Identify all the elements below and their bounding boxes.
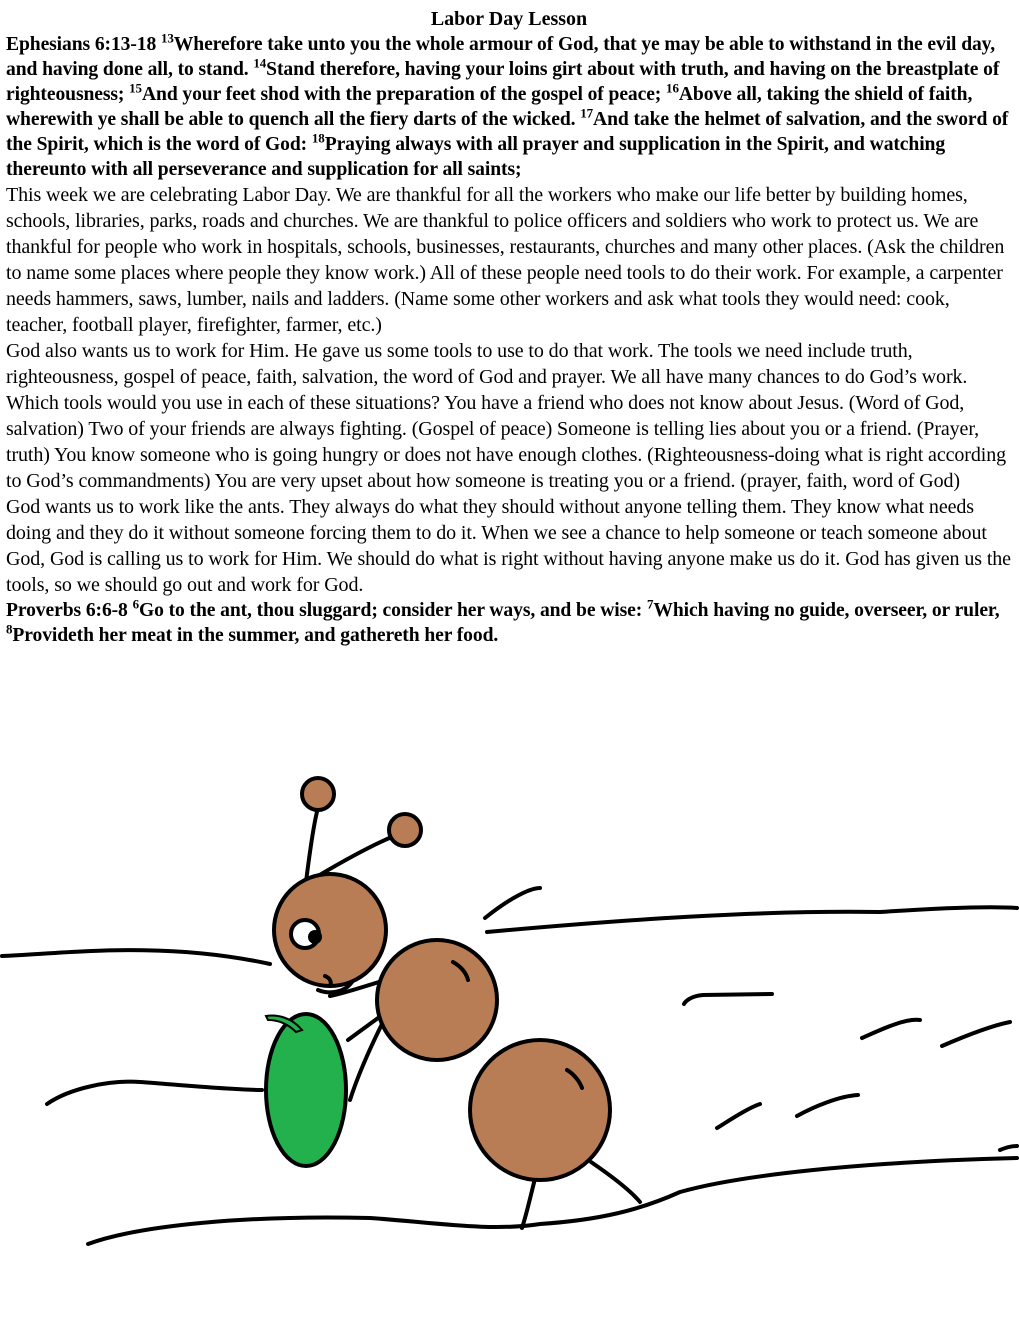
- verse-text: Which having no guide, overseer, or ruler,: [653, 600, 1000, 621]
- hill-outline: [487, 907, 1017, 932]
- verse-number: 8: [6, 621, 13, 637]
- paragraph-ants: God wants us to work like the ants. They always do what they should without anyone telling them. They know what needs doing and they do it without someone forcing them to do it. When we see a chance to help someone or teach someone about God, God is calling us to work for Him. We should do what is right without having anyone make us do it. God has given us the tools, so we should go out and work for God.: [6, 496, 1011, 596]
- hatch-mark: [684, 994, 772, 1004]
- hatch-mark: [942, 1022, 1010, 1046]
- page-title: Labor Day Lesson: [430, 8, 588, 30]
- verse-number: 15: [129, 80, 142, 96]
- verse-number: 6: [132, 596, 139, 612]
- ant-leg: [350, 1020, 384, 1100]
- antenna: [306, 808, 318, 882]
- verse-text: Provideth her meat in the summer, and gathereth her food.: [12, 625, 499, 646]
- antenna: [318, 836, 394, 876]
- ant-leg: [591, 1162, 640, 1202]
- ant-abdomen: [470, 1040, 610, 1180]
- ant-leg: [485, 888, 540, 918]
- verse-number: 16: [666, 80, 679, 96]
- ant-pupil: [308, 930, 322, 944]
- ant-antenna-tip: [389, 814, 421, 846]
- ephesians-passage: [6, 32, 1012, 182]
- verse-number: 14: [253, 55, 267, 71]
- paragraph-gods-tools: God also wants us to work for Him. He gave us some tools to use to do that work. The tools we need include truth, righteousness, gospel of peace, faith, salvation, the word of God and prayer. We all have many chances to do God’s work. Which tools would you use in each of these situations? You have a friend who does not know about Jesus. (Word of God, salvation) Two of your friends are always fighting. (Gospel of peace) Someone is telling lies about you or a friend. (Prayer, truth) You know someone who is going hungry or does not have enough clothes. (Righteousness-doing what is right according to God’s commandments) You are very upset about how someone is treating you or a friend. (prayer, faith, word of God): [6, 340, 1007, 492]
- hatch-mark: [797, 1095, 858, 1116]
- ant-thorax: [377, 940, 497, 1060]
- proverbs-passage: [6, 598, 1012, 648]
- verse-text: And your feet shod with the preparation of the gospel of peace;: [141, 84, 667, 105]
- ant-illustration: [0, 770, 1019, 1310]
- verse-number: 17: [580, 105, 594, 121]
- verse-text: And take the helmet of salvation, and the sword of the Spirit, which is the word of God:: [6, 109, 1009, 155]
- verse-text: Wherefore take unto you the whole armour of God, that ye may be able to withstand in the evil day, and having done all, to stand.: [6, 34, 996, 80]
- hatch-mark: [717, 1104, 760, 1128]
- hatch-mark: [862, 1020, 920, 1038]
- proverbs-reference: Proverbs 6:6-8: [6, 600, 133, 621]
- hill-outline: [2, 950, 270, 964]
- verse-number: 7: [646, 596, 654, 612]
- verse-text: Praying always with all prayer and supplication in the Spirit, and watching thereunto with all perseverance and supplication for all saints;: [6, 134, 946, 180]
- lesson-page: [6, 7, 1012, 648]
- hatch-mark: [47, 1082, 262, 1104]
- ephesians-reference: Ephesians 6:13-18: [6, 34, 161, 55]
- leaf: [266, 1014, 346, 1166]
- verse-text: Above all, taking the shield of faith, wherewith ye shall be able to quench all the fiery darts of the wicked.: [6, 84, 973, 130]
- verse-text: Go to the ant, thou sluggard; consider her ways, and be wise:: [138, 600, 647, 621]
- verse-text: Stand therefore, having your loins girt about with truth, and having on the breastplate of righteousness;: [6, 59, 1000, 105]
- paragraph-labor-day: This week we are celebrating Labor Day. We are thankful for all the workers who make our life better by building homes, schools, libraries, parks, roads and churches. We are thankful to police officers and soldiers who work to protect us. We are thankful for people who work in hospitals, schools, businesses, restaurants, churches and many other places. (Ask the children to name some places where people they know work.) All of these people need tools to do their work. For example, a carpenter needs hammers, saws, lumber, nails and ladders. (Name some other workers and ask what tools they would need: cook, teacher, football player, firefighter, farmer, etc.): [6, 184, 1005, 336]
- hatch-mark: [1000, 1146, 1017, 1150]
- ant-antenna-tip: [302, 778, 334, 810]
- verse-number: 13: [160, 30, 174, 46]
- verse-number: 18: [311, 130, 325, 146]
